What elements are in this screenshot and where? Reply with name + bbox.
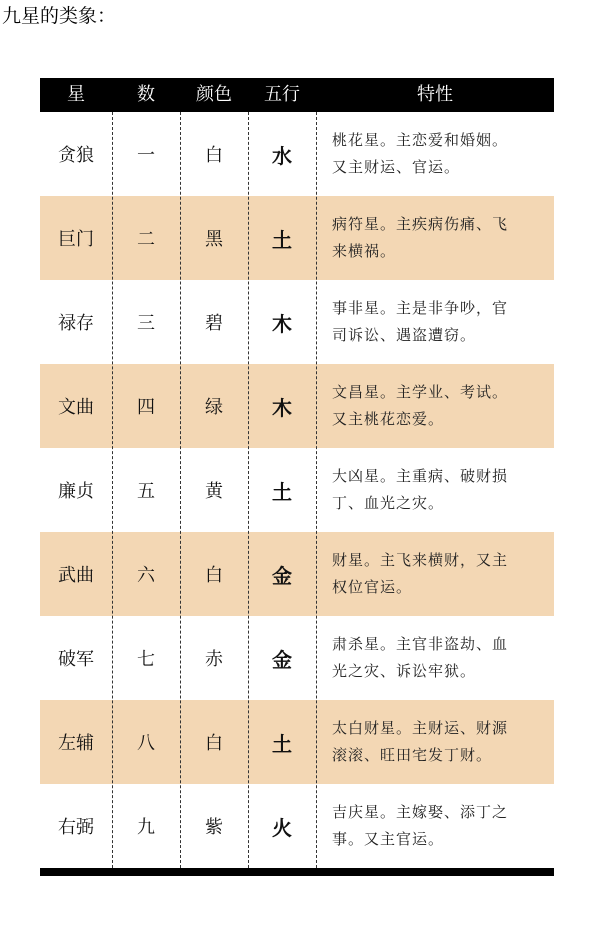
star-color: 白 xyxy=(205,565,223,586)
header-trait: 特性 xyxy=(417,84,453,105)
table-row xyxy=(40,532,554,616)
trait-text xyxy=(332,799,508,853)
trait-line: 大凶星。主重病、破财损 xyxy=(332,467,509,485)
star-trait xyxy=(316,196,554,280)
star-element: 金 xyxy=(272,647,292,672)
column-divider xyxy=(112,112,113,868)
star-name: 左辅 xyxy=(58,733,94,754)
star-number: 九 xyxy=(137,817,155,838)
star-color: 黄 xyxy=(205,481,223,502)
header-color: 颜色 xyxy=(196,84,232,105)
trait-text xyxy=(332,631,508,685)
trait-text xyxy=(332,295,508,349)
star-number: 五 xyxy=(137,481,155,502)
star-trait xyxy=(316,700,554,784)
star-number: 八 xyxy=(137,733,155,754)
star-number: 一 xyxy=(137,145,155,166)
star-number: 四 xyxy=(137,397,155,418)
star-element: 水 xyxy=(272,143,292,168)
column-divider xyxy=(316,112,317,868)
trait-line: 又主桃花恋爱。 xyxy=(332,410,445,428)
star-color: 紫 xyxy=(205,817,223,838)
star-name: 巨门 xyxy=(58,229,94,250)
trait-line: 权位官运。 xyxy=(332,578,413,596)
star-element: 土 xyxy=(272,479,292,504)
star-name: 禄存 xyxy=(58,313,94,334)
star-element: 木 xyxy=(272,311,292,336)
table-row xyxy=(40,616,554,700)
trait-text xyxy=(332,379,508,433)
header-element: 五行 xyxy=(264,84,300,105)
star-element: 土 xyxy=(272,731,292,756)
table-row xyxy=(40,700,554,784)
table-bottom-bar xyxy=(40,868,554,876)
star-element: 金 xyxy=(272,563,292,588)
trait-text xyxy=(332,463,508,517)
star-color: 赤 xyxy=(205,649,223,670)
trait-text xyxy=(332,127,508,181)
star-number: 六 xyxy=(137,565,155,586)
star-name: 廉贞 xyxy=(58,481,94,502)
star-name: 文曲 xyxy=(58,397,94,418)
header-number: 数 xyxy=(137,84,155,105)
trait-line: 来横祸。 xyxy=(332,242,397,260)
star-name: 武曲 xyxy=(58,565,94,586)
star-color: 黑 xyxy=(205,229,223,250)
star-trait xyxy=(316,448,554,532)
page-title: 九星的类象： xyxy=(2,5,117,27)
trait-line: 肃杀星。主官非盗劫、血 xyxy=(332,635,509,653)
trait-text xyxy=(332,547,508,601)
trait-line: 光之灾、诉讼牢狱。 xyxy=(332,662,477,680)
star-name: 破军 xyxy=(58,649,94,670)
nine-stars-table xyxy=(40,78,554,876)
trait-line: 文昌星。主学业、考试。 xyxy=(332,383,509,401)
star-element: 土 xyxy=(272,227,292,252)
table-row xyxy=(40,196,554,280)
trait-line: 桃花星。主恋爱和婚姻。 xyxy=(332,131,509,149)
trait-line: 事。又主官运。 xyxy=(332,830,445,848)
star-name: 贪狼 xyxy=(58,145,94,166)
table-header xyxy=(40,78,554,112)
trait-line: 太白财星。主财运、财源 xyxy=(332,719,509,737)
star-number: 三 xyxy=(137,313,155,334)
table-row xyxy=(40,448,554,532)
star-name: 右弼 xyxy=(58,817,94,838)
table-row xyxy=(40,112,554,196)
trait-line: 吉庆星。主嫁娶、添丁之 xyxy=(332,803,509,821)
trait-text xyxy=(332,715,508,769)
trait-line: 滚滚、旺田宅发丁财。 xyxy=(332,746,493,764)
table-body xyxy=(40,112,554,868)
trait-line: 司诉讼、遇盗遭窃。 xyxy=(332,326,477,344)
star-trait xyxy=(316,532,554,616)
star-color: 绿 xyxy=(205,397,223,418)
table-row xyxy=(40,784,554,868)
trait-line: 事非星。主是非争吵，官 xyxy=(332,299,509,317)
star-color: 白 xyxy=(205,145,223,166)
column-divider xyxy=(248,112,249,868)
star-color: 碧 xyxy=(205,313,223,334)
star-element: 木 xyxy=(272,395,292,420)
column-divider xyxy=(180,112,181,868)
star-number: 二 xyxy=(137,229,155,250)
table-row xyxy=(40,364,554,448)
table-row xyxy=(40,280,554,364)
header-star: 星 xyxy=(67,84,85,105)
star-element: 火 xyxy=(272,815,292,840)
star-number: 七 xyxy=(137,649,155,670)
trait-line: 丁、血光之灾。 xyxy=(332,494,445,512)
trait-text xyxy=(332,211,508,265)
star-trait xyxy=(316,784,554,868)
star-trait xyxy=(316,280,554,364)
star-trait xyxy=(316,364,554,448)
star-trait xyxy=(316,616,554,700)
trait-line: 财星。主飞来横财，又主 xyxy=(332,551,509,569)
star-color: 白 xyxy=(205,733,223,754)
star-trait xyxy=(316,112,554,196)
trait-line: 又主财运、官运。 xyxy=(332,158,461,176)
trait-line: 病符星。主疾病伤痛、飞 xyxy=(332,215,509,233)
